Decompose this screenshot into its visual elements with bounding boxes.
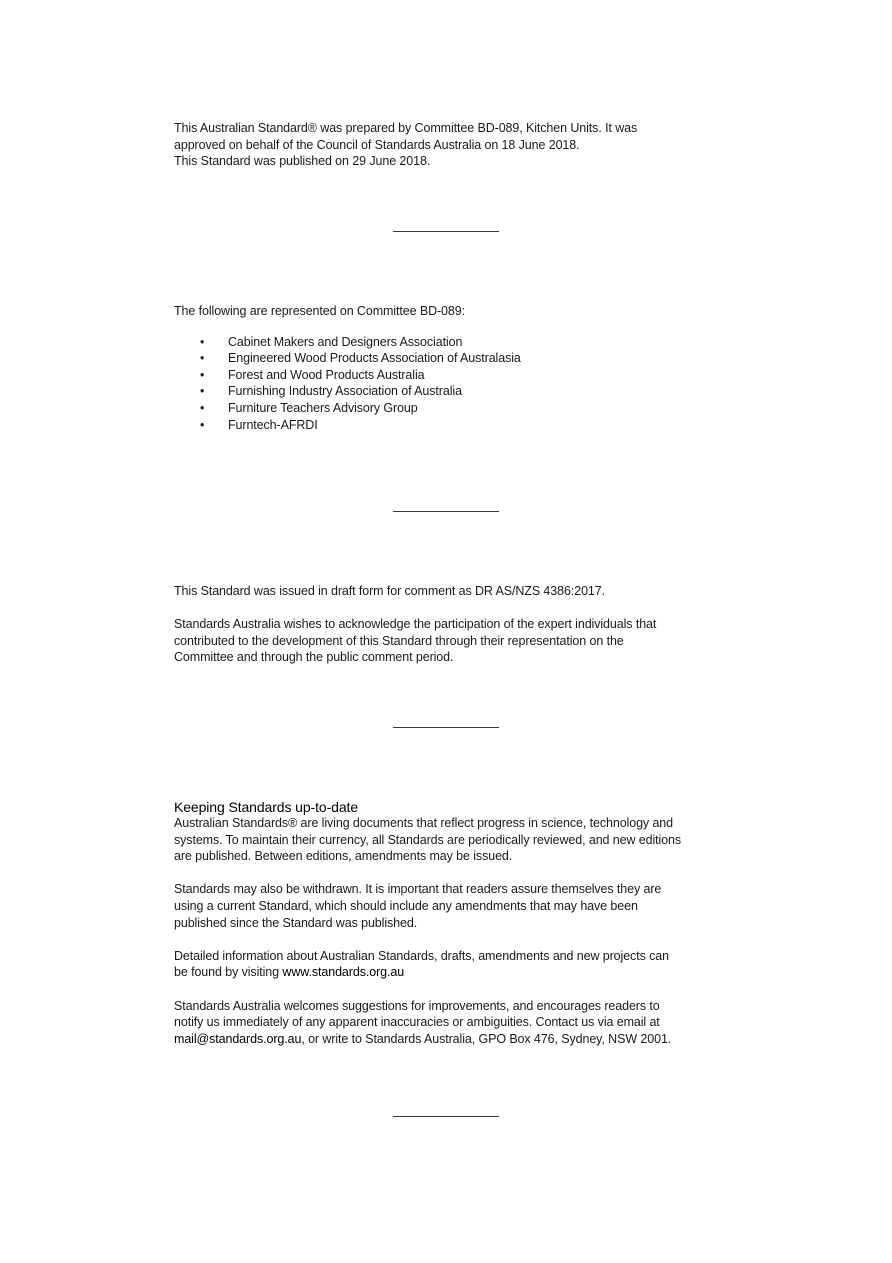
suggestions-paragraph bbox=[174, 998, 734, 1048]
section-heading: Keeping Standards up-to-date bbox=[174, 799, 358, 815]
paragraph-line bbox=[174, 1031, 734, 1048]
draft-acknowledgement bbox=[174, 583, 734, 666]
committee-member-name: Furniture Teachers Advisory Group bbox=[228, 400, 418, 415]
preparation-line-2: approved on behalf of the Council of Standards Australia on 18 June 2018. bbox=[174, 137, 580, 152]
bullet-icon: • bbox=[200, 417, 205, 432]
bullet-icon: • bbox=[200, 351, 205, 366]
committee-member-item bbox=[174, 417, 734, 434]
acknowledgement-line-2: contributed to the development of this Standard through their representation on the bbox=[174, 633, 624, 648]
bullet-icon: • bbox=[200, 384, 205, 399]
committee-member-name: Furntech-AFRDI bbox=[228, 417, 318, 432]
withdrawn-paragraph bbox=[174, 881, 734, 931]
committee-representation bbox=[174, 303, 734, 433]
paragraph-line: notify us immediately of any apparent inaccuracies or ambiguities. Contact us via email at bbox=[174, 1015, 660, 1030]
acknowledgement-line-3: Committee and through the public comment period. bbox=[174, 650, 454, 665]
paragraph-line: using a current Standard, which should include any amendments that may have been bbox=[174, 898, 638, 913]
committee-member-item bbox=[174, 400, 734, 417]
detailed-information-paragraph bbox=[174, 948, 734, 981]
acknowledgement-paragraph bbox=[174, 616, 734, 666]
living-documents-paragraph bbox=[174, 815, 734, 865]
bullet-icon: • bbox=[200, 367, 205, 382]
committee-intro: The following are represented on Committee BD-089: bbox=[174, 304, 465, 318]
paragraph-text: , or write to Standards Australia, GPO Box 476, Sydney, NSW 2001. bbox=[301, 1031, 672, 1046]
website-link[interactable]: www.standards.org.au bbox=[282, 965, 405, 980]
committee-member-item bbox=[174, 334, 734, 351]
keeping-up-to-date-section bbox=[174, 798, 734, 1047]
committee-member-name: Engineered Wood Products Association of Australasia bbox=[228, 351, 521, 366]
committee-member-item bbox=[174, 350, 734, 367]
paragraph-line: Standards Australia welcomes suggestions for improvements, and encourages readers to bbox=[174, 998, 660, 1013]
paragraph-line: Australian Standards® are living documents that reflect progress in science, technology and bbox=[174, 816, 674, 830]
paragraph-line: Standards may also be withdrawn. It is important that readers assure themselves they are bbox=[174, 882, 662, 897]
paragraph-line: Detailed information about Australian Standards, drafts, amendments and new projects can bbox=[174, 948, 669, 963]
section-divider-1 bbox=[393, 231, 499, 232]
paragraph-line bbox=[174, 964, 734, 981]
draft-issued-paragraph bbox=[174, 583, 734, 600]
publication-date-line: This Standard was published on 29 June 2018. bbox=[174, 154, 431, 169]
bullet-icon: • bbox=[200, 334, 205, 349]
paragraph-line: published since the Standard was published. bbox=[174, 915, 418, 930]
committee-member-name: Furnishing Industry Association of Australia bbox=[228, 384, 462, 399]
section-divider-4 bbox=[393, 1116, 499, 1117]
paragraph-text: be found by visiting bbox=[174, 965, 283, 980]
section-divider-2 bbox=[393, 511, 499, 512]
bullet-icon: • bbox=[200, 400, 205, 415]
section-divider-3 bbox=[393, 727, 499, 728]
committee-member-name: Forest and Wood Products Australia bbox=[228, 367, 425, 382]
committee-member-item bbox=[174, 367, 734, 384]
committee-member-item bbox=[174, 383, 734, 400]
committee-member-name: Cabinet Makers and Designers Association bbox=[228, 334, 463, 349]
preparation-notice bbox=[174, 120, 734, 170]
paragraph-line: systems. To maintain their currency, all Standards are periodically reviewed, and new editions bbox=[174, 832, 682, 847]
preparation-line-1: This Australian Standard® was prepared by Committee BD-089, Kitchen Units. It was bbox=[174, 121, 638, 135]
committee-member-list bbox=[174, 334, 734, 434]
draft-issued-line: This Standard was issued in draft form for comment as DR AS/NZS 4386:2017. bbox=[174, 584, 605, 598]
paragraph-line: are published. Between editions, amendments may be issued. bbox=[174, 849, 513, 864]
acknowledgement-line-1: Standards Australia wishes to acknowledge the participation of the expert individuals that bbox=[174, 617, 657, 632]
email-link[interactable]: mail@standards.org.au bbox=[174, 1031, 302, 1046]
